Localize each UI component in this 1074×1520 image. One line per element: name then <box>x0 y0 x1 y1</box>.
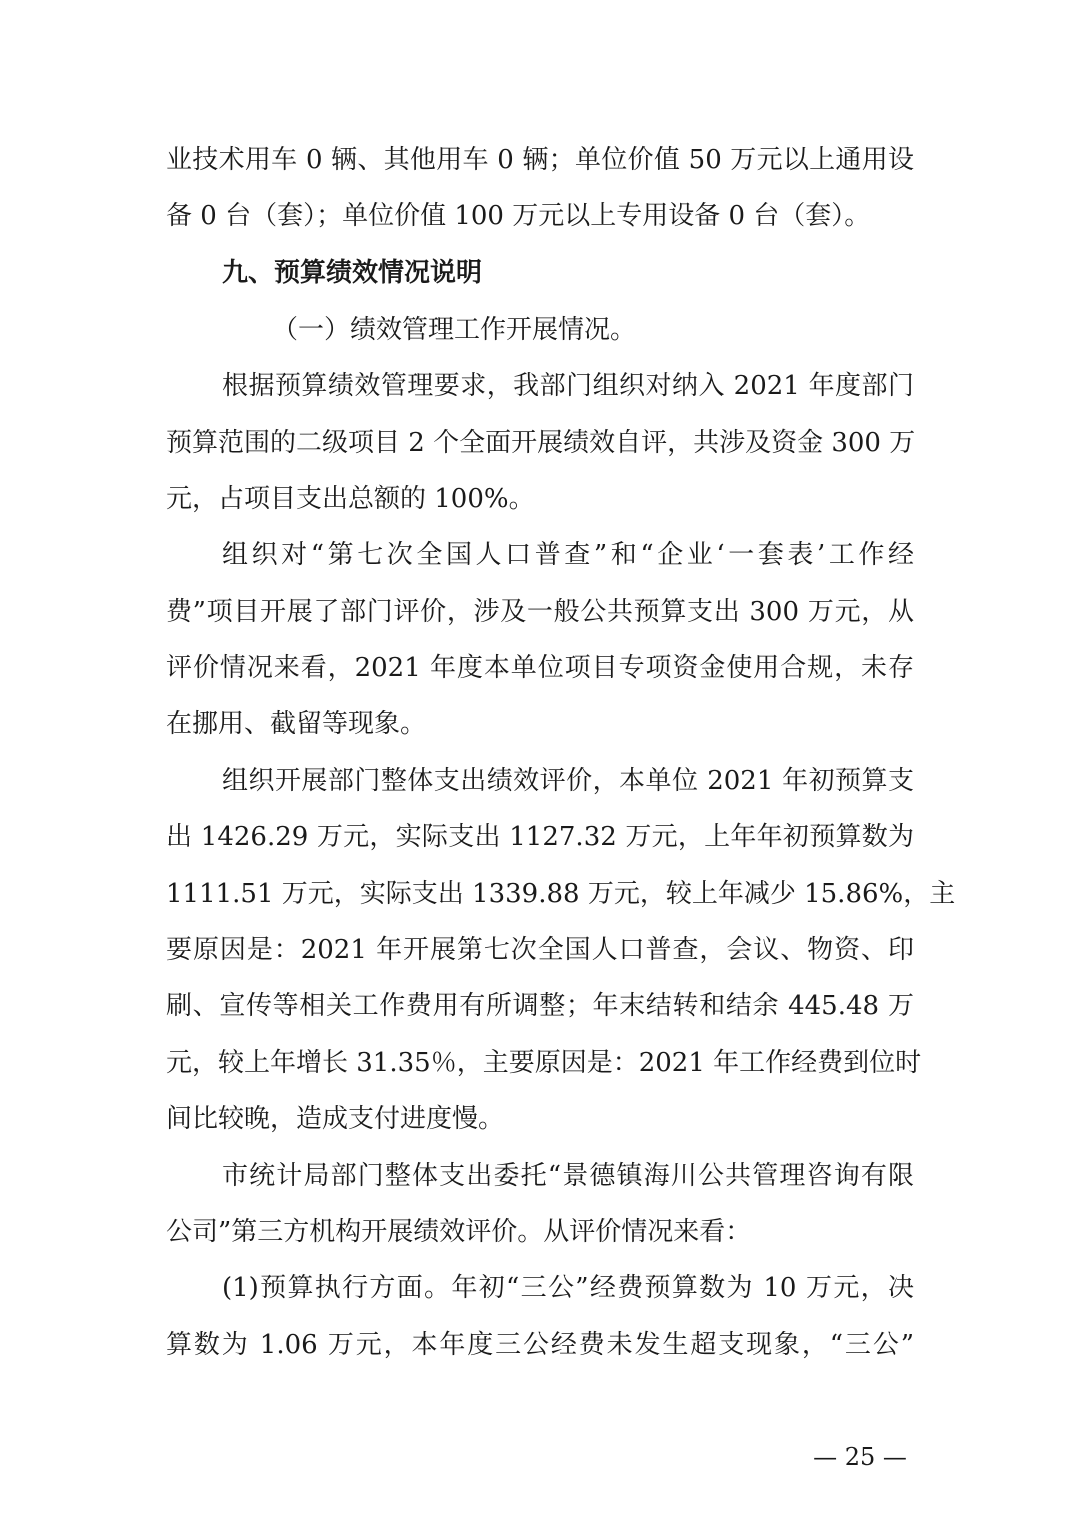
subsection-heading: （一）绩效管理工作开展情况。 <box>272 315 637 345</box>
paragraph-4-line-1: 市统计局部门整体支出委托“景德镇海川公共管理咨询有限 <box>222 1161 914 1191</box>
paragraph-1-line-1: 根据预算绩效管理要求，我部门组织对纳入 2021 年度部门 <box>222 371 914 401</box>
paragraph-2-line-2: 费”项目开展了部门评价，涉及一般公共预算支出 300 万元，从 <box>166 597 914 627</box>
paragraph-3-line-3: 1111.51 万元，实际支出 1339.88 万元，较上年减少 15.86%，主 <box>166 879 956 909</box>
paragraph-4-line-2: 公司”第三方机构开展绩效评价。从评价情况来看： <box>166 1217 752 1247</box>
paragraph-3-line-2: 出 1426.29 万元，实际支出 1127.32 万元，上年年初预算数为 <box>166 822 914 852</box>
paragraph-2-line-1: 组织对“第七次全国人口普查”和“企业‘一套表’工作经 <box>222 540 914 570</box>
paragraph-5-line-1: (1)预算执行方面。年初“三公”经费预算数为 10 万元，决 <box>222 1273 914 1303</box>
paragraph-1-line-3: 元，占项目支出总额的 100%。 <box>166 484 535 514</box>
section-heading: 九、预算绩效情况说明 <box>222 258 483 288</box>
paragraph-1-line-2: 预算范围的二级项目 2 个全面开展绩效自评，共涉及资金 300 万 <box>166 428 916 458</box>
paragraph-3-line-1: 组织开展部门整体支出绩效评价，本单位 2021 年初预算支 <box>222 766 914 796</box>
page-number: — 25 — <box>813 1443 907 1471</box>
paragraph-3-line-5: 刷、宣传等相关工作费用有所调整；年末结转和结余 445.48 万 <box>166 991 914 1021</box>
text-line-2: 备 0 台（套）；单位价值 100 万元以上专用设备 0 台（套）。 <box>166 201 871 231</box>
paragraph-3-line-4: 要原因是：2021 年开展第七次全国人口普查，会议、物资、印 <box>166 935 914 965</box>
paragraph-2-line-3: 评价情况来看，2021 年度本单位项目专项资金使用合规，未存 <box>166 653 914 683</box>
paragraph-2-line-4: 在挪用、截留等现象。 <box>166 709 427 739</box>
text-line-1: 业技术用车 0 辆、其他用车 0 辆；单位价值 50 万元以上通用设 <box>166 145 914 175</box>
paragraph-3-line-7: 间比较晚，造成支付进度慢。 <box>166 1104 505 1134</box>
paragraph-3-line-6: 元，较上年增长 31.35％，主要原因是：2021 年工作经费到位时 <box>166 1048 922 1078</box>
paragraph-5-line-2: 算数为 1.06 万元，本年度三公经费未发生超支现象，“三公” <box>166 1330 914 1360</box>
